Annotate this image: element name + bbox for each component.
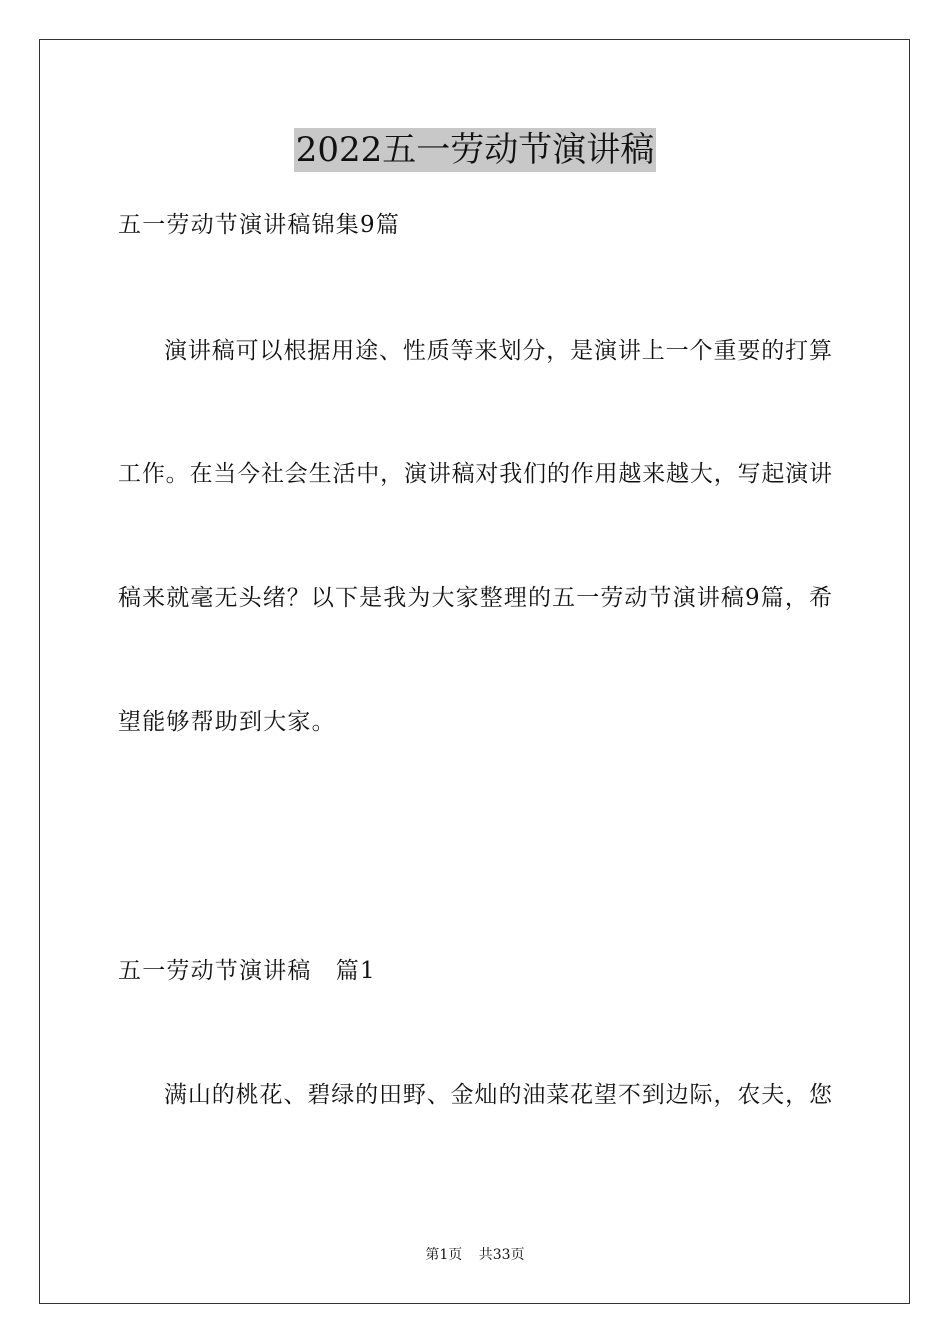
- intro-line-3: 稿来就毫无头绪？以下是我为大家整理的五一劳动节演讲稿9篇，希: [118, 585, 832, 611]
- intro-line-1: 演讲稿可以根据用途、性质等来划分，是演讲上一个重要的打算: [164, 338, 832, 364]
- document-subtitle: 五一劳动节演讲稿锦集9篇: [118, 212, 401, 238]
- page-number: 第1页: [425, 1247, 463, 1263]
- intro-line-2: 工作。在当今社会生活中，演讲稿对我们的作用越来越大，写起演讲: [118, 461, 832, 487]
- total-pages: 共33页: [478, 1247, 525, 1263]
- document-title: 2022五一劳动节演讲稿: [295, 130, 655, 170]
- section-heading: 五一劳动节演讲稿 篇1: [118, 958, 376, 984]
- section-first-line: 满山的桃花、碧绿的田野、金灿的油菜花望不到边际，农夫，您: [164, 1082, 832, 1108]
- title-container: [0, 128, 950, 172]
- intro-line-4: 望能够帮助到大家。: [118, 709, 336, 735]
- page-footer: [0, 1246, 950, 1264]
